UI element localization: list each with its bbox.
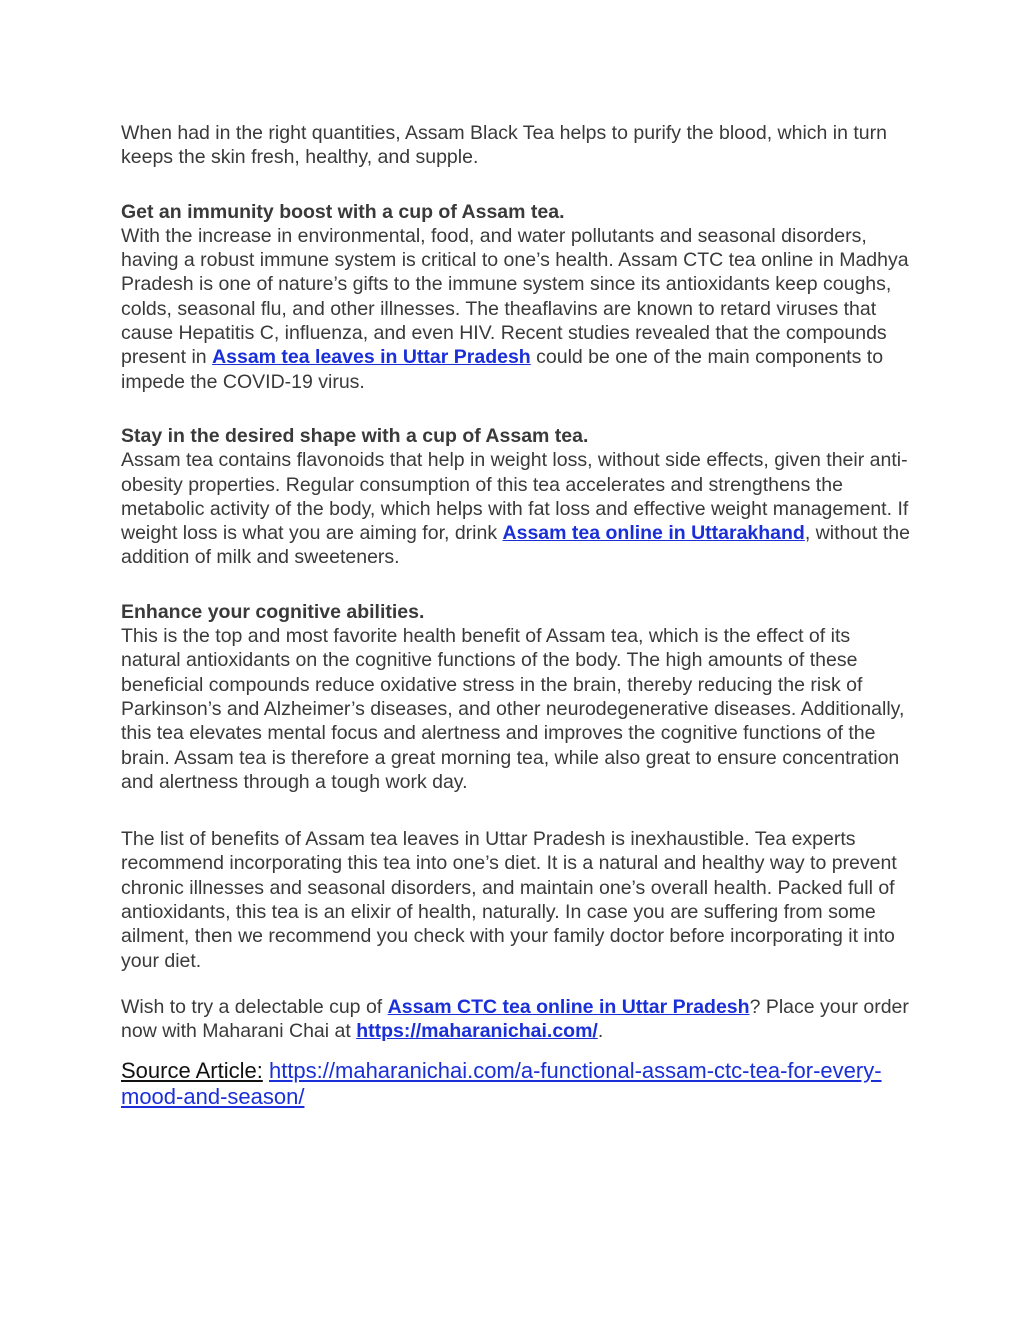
section-heading: Stay in the desired shape with a cup of Assam tea. [121, 424, 589, 447]
section-heading: Enhance your cognitive abilities. [121, 600, 425, 623]
section-shape [121, 424, 911, 570]
section-heading: Get an immunity boost with a cup of Assam tea. [121, 200, 565, 223]
section-immunity [121, 200, 911, 394]
source-article [121, 1058, 911, 1110]
section-body-text: Assam tea contains flavonoids that help in weight loss, without side effects, given their anti-obesity properties. Regular consumption of this tea accelerates and strengthens the metabolic activity of the body, which helps with fat loss and effective weight management. If weight loss is what you are aiming for, drink [121, 449, 909, 545]
section-body-text: , without the addition of milk and sweeteners. [121, 522, 910, 569]
intro-paragraph: When had in the right quantities, Assam Black Tea helps to purify the blood, which in turn keeps the skin fresh, healthy, and supple. [121, 122, 887, 169]
cta-text: Wish to try a delectable cup of [121, 995, 388, 1018]
source-article-link[interactable]: https://maharanichai.com/a-functional-assam-ctc-tea-for-every-mood-and-season/ [121, 1057, 882, 1109]
cta-text: ? Place your order now with Maharani Chai at [121, 995, 909, 1043]
conclusion-paragraph: The list of benefits of Assam tea leaves in Uttar Pradesh is inexhaustible. Tea experts recommend incorporating this tea into one’s diet. It is a natural and healthy way to prevent chronic illnesses and seasonal disorders, and maintain one’s overall health. Packed full of antioxidants, this tea is an elixir of health, naturally. In case you are suffering from some ailment, then we recommend you check with your family doctor before incorporating it into your diet. [121, 828, 897, 972]
source-label: Source Article: [121, 1057, 263, 1083]
section-body: This is the top and most favorite health benefit of Assam tea, which is the effect of its natural antioxidants on the cognitive functions of the body. The high amounts of these beneficial compounds reduce oxidative stress in the brain, thereby reducing the risk of Parkinson’s and Alzheimer’s diseases, and other neurodegenerative diseases. Additionally, this tea elevates mental focus and alertness and improves the cognitive functions of the brain. Assam tea is therefore a great morning tea, while also great to ensure concentration and alertness through a tough work day. [121, 625, 905, 793]
cta-text: . [597, 1020, 604, 1043]
section-body [121, 224, 911, 394]
assam-tea-uttarakhand-link[interactable]: Assam tea online in Uttarakhand [502, 522, 805, 545]
cta-paragraph [121, 995, 911, 1044]
section-cognitive [121, 600, 911, 794]
section-body-text: With the increase in environmental, food, and water pollutants and seasonal disorders, having a robust immune system is critical to one’s health. Assam CTC tea online in Madhya Pradesh is one of nature’s gifts to the immune system since its antioxidants keep coughs, colds, seasonal flu, and other illnesses. The theaflavins are known to retard viruses that cause Hepatitis C, influenza, and even HIV. Recent studies revealed that the compounds present in [121, 224, 909, 369]
section-body [121, 448, 911, 569]
article [121, 121, 911, 1110]
section-body-text: could be one of the main components to impede the COVID-19 virus. [121, 346, 884, 393]
maharanichai-home-link[interactable]: https://maharanichai.com/ [356, 1020, 598, 1043]
assam-tea-leaves-up-link[interactable]: Assam tea leaves in Uttar Pradesh [212, 346, 531, 369]
assam-ctc-up-link[interactable]: Assam CTC tea online in Uttar Pradesh [387, 995, 750, 1018]
